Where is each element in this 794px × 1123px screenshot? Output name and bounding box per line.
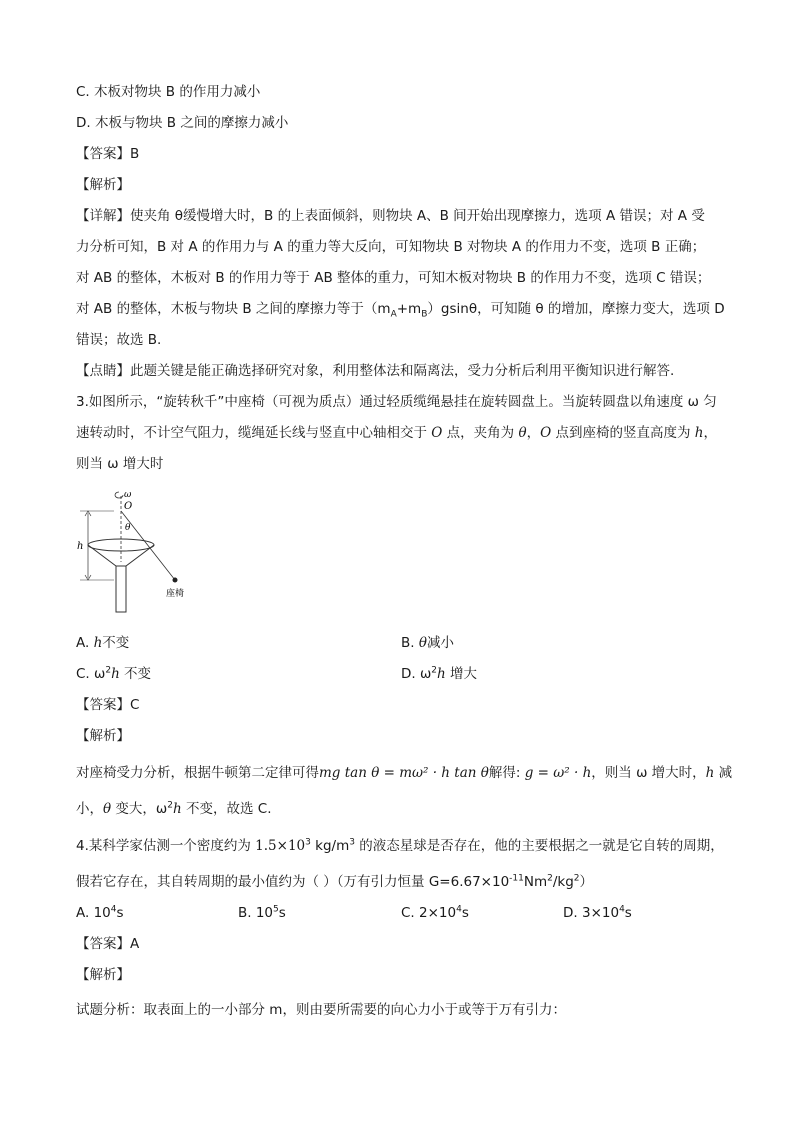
q2-option-c: C. 木板对物块 B 的作用力减小 (76, 84, 261, 100)
subscript: B (421, 309, 428, 320)
omega-label: ω (124, 490, 132, 500)
solution-text: 不变，故选 C. (181, 801, 272, 817)
q3-solution-line-1 (76, 764, 732, 782)
superscript: 4 (456, 904, 462, 915)
q2-detail-line-4 (76, 300, 725, 318)
cable-line (121, 511, 175, 580)
detail-text: 使夹角 θ缓慢增大时，B 的上表面倾斜，则物块 A、B 间开始出现摩擦力，选项 A 错误；对 A 受 (130, 208, 705, 224)
stem-text: 4.某科学家估测一个密度约为 (76, 838, 256, 854)
option-text: s (624, 905, 632, 921)
q3-stem-line-2 (76, 424, 717, 442)
q3-stem-line-3: 则当 ω 增大时 (76, 456, 164, 472)
option-text: C. ω (76, 666, 106, 682)
point-O-label: O (124, 501, 133, 512)
superscript: 2 (573, 873, 580, 884)
solution-text: ，则当 ω 增大时， (591, 765, 706, 781)
option-text: s (461, 905, 469, 921)
answer-label: 【答案】 (76, 146, 130, 162)
subscript: A (390, 309, 397, 320)
stem-text: Nm (523, 874, 548, 890)
h-label: h (77, 541, 84, 552)
equation-1: mg tan θ = mω² · h tan θ (319, 765, 489, 781)
detail-label: 【详解】 (76, 208, 130, 224)
comment-text: 此题关键是能正确选择研究对象，利用整体法和隔离法，受力分析后利用平衡知识进行解答. (130, 363, 675, 379)
stem-text: ， (703, 425, 717, 441)
answer-label: 【答案】 (76, 936, 130, 952)
var-h: h (111, 666, 120, 682)
detail-text: ）gsinθ，可知随 θ 的增加，摩擦力变大，选项 D (427, 301, 725, 317)
q4-analysis-label: 【解析】 (76, 967, 130, 983)
superscript: 5 (273, 904, 279, 915)
seat-point (173, 578, 178, 583)
stem-text: 点，夹角为 (442, 425, 519, 441)
rotating-swing-figure (74, 486, 194, 616)
q3-option-c (76, 665, 151, 683)
stem-text: ） (579, 874, 594, 890)
option-text: D. ω (401, 666, 432, 682)
theta-label: θ (125, 523, 131, 533)
stem-text: 点到座椅的竖直高度为 (551, 425, 695, 441)
stem-text: /kg (552, 874, 574, 890)
option-text: 不变 (102, 635, 130, 651)
q2-detail-line-2: 力分析可知，B 对 A 的作用力与 A 的重力等大反向，可知物块 B 对物块 A 的作用力不变，选项 B 正确； (76, 239, 706, 255)
q4-solution-line-1: 试题分析：取表面上的一小部分 m，则由要所需要的向心力小于或等于万有引力： (76, 1002, 566, 1018)
density-value: 1.5×10 (255, 838, 306, 854)
option-text: A. (76, 635, 94, 651)
q3-analysis-label: 【解析】 (76, 728, 130, 744)
option-text: B. 10 (238, 905, 274, 921)
q3-answer (76, 696, 139, 714)
q4-option-a (76, 904, 124, 922)
superscript: 2 (547, 873, 553, 884)
stem-text: 的液态星球是否存在，他的主要根据之一就是它自转的周期， (355, 838, 724, 854)
var-h: h (172, 801, 182, 817)
q2-detail-line-5: 错误；故选 B. (76, 332, 162, 348)
q2-analysis-label: 【解析】 (76, 177, 130, 193)
var-theta: θ (418, 635, 427, 651)
q2-detail-line-3: 对 AB 的整体，木板对 B 的作用力等于 AB 整体的重力，可知木板对物块 B 的作用力不变，选项 C 错误； (76, 270, 711, 286)
detail-text: 对 AB 的整体，木板与物块 B 之间的摩擦力等于（m (76, 301, 391, 317)
rotation-arrow-icon (115, 492, 123, 498)
unit-text: kg/m (310, 838, 350, 854)
support-pole (116, 566, 126, 612)
option-text: 增大 (445, 666, 478, 682)
superscript: -11 (509, 873, 524, 884)
var-h: h (705, 765, 715, 781)
q4-option-b (238, 904, 286, 922)
q2-detail-line-1 (76, 207, 705, 225)
q3-option-d (401, 665, 477, 683)
q4-option-c (401, 904, 469, 922)
stem-text: 假若它存在，其自转周期的最小值约为（ ）（万有引力恒量 G=6.67×10 (76, 874, 510, 890)
var-theta: θ (103, 801, 112, 817)
var-h: h (694, 425, 704, 441)
q2-answer (76, 145, 139, 163)
solution-text: 小， (76, 801, 103, 817)
var-h: h (437, 666, 446, 682)
superscript: 2 (105, 665, 112, 676)
superscript: 3 (349, 837, 355, 848)
answer-value: A (130, 936, 140, 952)
option-text: s (278, 905, 286, 921)
q3-stem-line-1: 3.如图所示，“旋转秋千”中座椅（可视为质点）通过轻质缆绳悬挂在旋转圆盘上。当旋转圆盘以角速度 ω 匀 (76, 394, 717, 410)
q4-stem-line-2 (76, 873, 593, 891)
solution-text: 变大，ω (111, 801, 168, 817)
solution-text: 对座椅受力分析，根据牛顿第二定律可得 (76, 765, 319, 781)
equation-2: g = ω² · h (524, 765, 592, 781)
q3-option-b (401, 634, 454, 652)
var-O: O (431, 425, 443, 441)
option-text: 不变 (119, 666, 152, 682)
solution-text: 解得: (488, 765, 521, 781)
superscript: 2 (431, 665, 438, 676)
comment-label: 【点睛】 (76, 363, 130, 379)
stem-text: 速转动时，不计空气阻力，缆绳延长线与竖直中心轴相交于 (76, 425, 432, 441)
detail-text: +m (396, 301, 422, 317)
q4-answer (76, 935, 139, 953)
q2-option-d: D. 木板与物块 B 之间的摩擦力减小 (76, 115, 289, 131)
answer-value: B (130, 146, 140, 162)
var-O: O (540, 425, 552, 441)
option-text: 减小 (427, 635, 454, 651)
var-h: h (93, 635, 103, 651)
var-theta: θ (518, 425, 527, 441)
rotating-disk (88, 539, 154, 551)
superscript: 4 (110, 904, 117, 915)
q2-comment (76, 362, 674, 380)
option-text: C. 2×10 (401, 905, 457, 921)
superscript: 4 (619, 904, 625, 915)
answer-label: 【答案】 (76, 697, 130, 713)
q4-stem-line-1 (76, 837, 724, 855)
q3-option-a (76, 634, 129, 652)
stem-text: ， (526, 425, 541, 441)
q4-option-d (563, 904, 632, 922)
superscript: 3 (305, 837, 311, 848)
option-text: B. (401, 635, 419, 651)
option-text: A. 10 (76, 905, 111, 921)
seat-label: 座椅 (166, 589, 185, 599)
q3-solution-line-2 (76, 800, 272, 818)
option-text: s (116, 905, 124, 921)
answer-value: C (130, 697, 140, 713)
option-text: D. 3×10 (563, 905, 620, 921)
solution-text: 减 (714, 765, 733, 781)
superscript: 2 (167, 800, 173, 811)
